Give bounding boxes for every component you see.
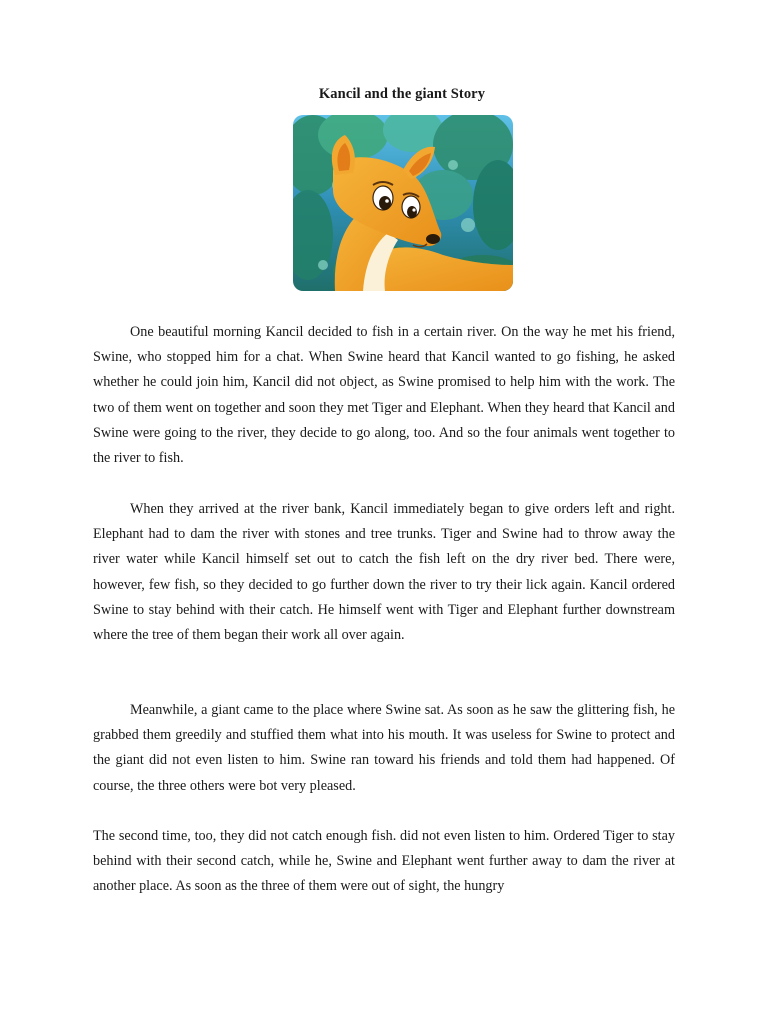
document-title: Kancil and the giant Story	[318, 86, 486, 102]
kancil-mousedeer-icon	[293, 115, 513, 291]
kancil-illustration	[293, 115, 513, 291]
story-paragraph-4: The second time, too, they did not catch enough fish. did not even listen to him. Ordered Tiger to stay behind with their second catch, while he, Swine and Elephant went further away to dam the river at another place. As soon as the three of them were out of sight, the hungry	[93, 828, 675, 895]
story-paragraph-3: Meanwhile, a giant came to the place where Swine sat. As soon as he saw the glittering fish, he grabbed them greedily and stuffied them what into his mouth. It was useless for Swine to protect and the giant did not even listen to him. Swine ran toward his friends and told them had happened. Of course, the three others were bot very pleased.	[93, 702, 675, 794]
story-paragraph-1: One beautiful morning Kancil decided to fish in a certain river. On the way he met his friend, Swine, who stopped him for a chat. When Swine heard that Kancil wanted to go fishing, he asked whether he could join him, Kancil did not object, as Swine promised to help him with the work. The two of them went on together and soon they met Tiger and Elephant. When they heard that Kancil and Swine were going to the river, they decide to go along, too. And so the four animals went together to the river to fish.	[93, 324, 675, 467]
story-paragraph-2: When they arrived at the river bank, Kancil immediately began to give orders left and right. Elephant had to dam the river with stones and tree trunks. Tiger and Swine had to throw away the river water while Kancil himself set out to catch the fish left on the dry river bed. There were, however, few fish, so they decided to go further down the river to try their lick again. Kancil ordered Swine to stay behind with their catch. He himself went with Tiger and Elephant further downstream where the tree of them began their work all over again.	[93, 501, 675, 644]
